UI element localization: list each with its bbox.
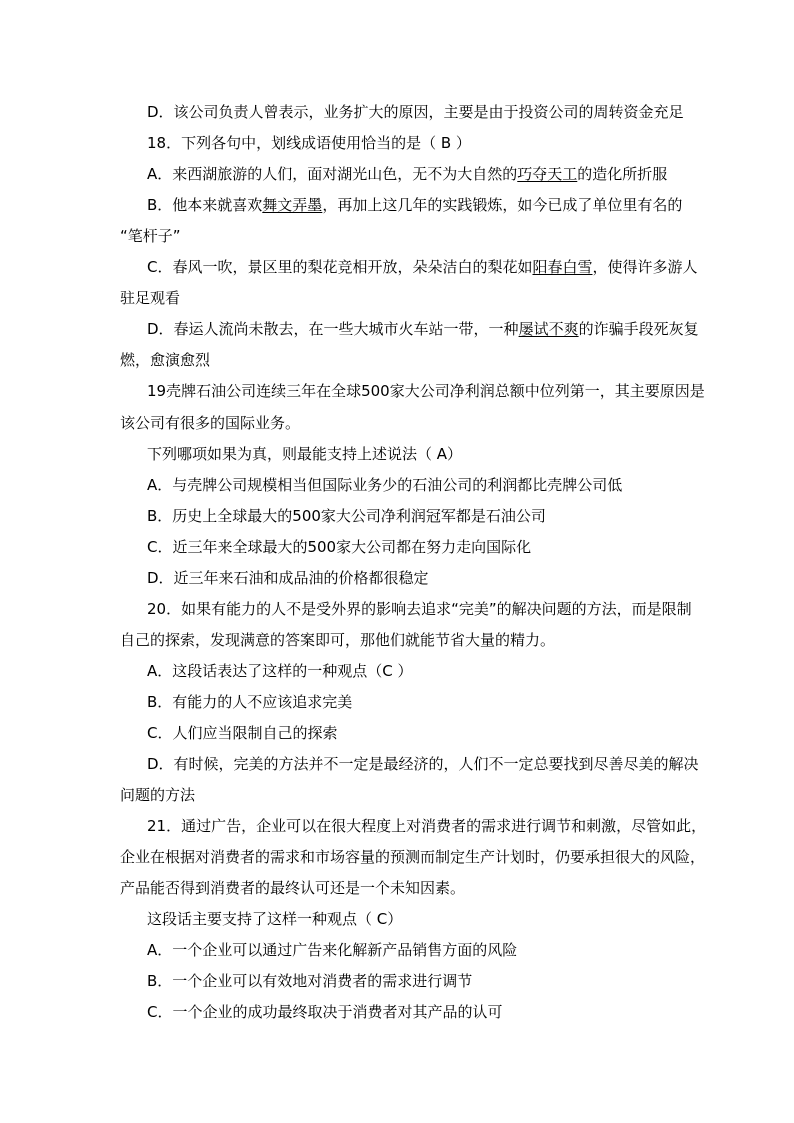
text-line: 20．如果有能力的人不是受外界的影响去追求“完美”的解决问题的方法，而是限制 (147, 599, 692, 618)
underlined-idiom: 巧夺天工 (517, 165, 578, 184)
text-line: A．这段话表达了这样的一种观点（C ） (147, 661, 413, 680)
text-line: 这段话主要支持了这样一种观点（ C） (147, 910, 403, 929)
text-line (147, 319, 699, 339)
text-line: D．近三年来石油和成品油的价格都很稳定 (147, 568, 429, 587)
text-line (147, 257, 698, 277)
text-segment: C．春风一吹，景区里的梨花竞相开放，朵朵洁白的梨花如 (147, 258, 533, 277)
text-segment: A．来西湖旅游的人们，面对湖光山色，无不为大自然的 (147, 165, 518, 184)
text-line: C．一个企业的成功最终取决于消费者对其产品的认可 (147, 1003, 503, 1022)
text-line: B．一个企业可以有效地对消费者的需求进行调节 (147, 972, 473, 991)
text-line: 产品能否得到消费者的最终认可还是一个未知因素。 (120, 879, 466, 898)
text-line: 下列哪项如果为真，则最能支持上述说法（ A） (147, 444, 463, 463)
text-line: 该公司有很多的国际业务。 (120, 413, 301, 432)
text-line: 自己的探索，发现满意的答案即可，那他们就能节省大量的精力。 (120, 630, 556, 649)
text-segment: D．春运人流尚未散去，在一些大城市火车站一带，一种 (147, 320, 519, 339)
text-line (147, 164, 667, 184)
text-segment: 的造化所折服 (577, 165, 668, 184)
text-line: 21．通过广告，企业可以在很大程度上对消费者的需求进行调节和刺激，尽管如此， (147, 817, 707, 836)
text-line: C．人们应当限制自己的探索 (147, 724, 338, 742)
text-line: B．有能力的人不应该追求完美 (147, 692, 353, 711)
text-segment: B．他本来就喜欢 (147, 196, 263, 215)
text-segment: 的诈骗手段死灰复 (578, 320, 699, 339)
text-line: A．一个企业可以通过广告来化解新产品销售方面的风险 (147, 941, 518, 960)
text-line: D．有时候，完美的方法并不一定是最经济的，人们不一定总要找到尽善尽美的解决 (147, 755, 699, 774)
text-line: C．近三年来全球最大的500家大公司都在努力走向国际化 (147, 537, 532, 556)
text-line: A．与壳牌公司规模相当但国际业务少的石油公司的利润都比壳牌公司低 (147, 475, 623, 494)
underlined-idiom: 舞文弄墨 (262, 196, 323, 215)
text-line: 19壳牌石油公司连续三年在全球500家大公司净利润总额中位列第一，其主要原因是 (147, 382, 705, 401)
text-line: 18．下列各句中，划线成语使用恰当的是（ B ） (147, 134, 471, 153)
text-segment: ，使得许多游人 (592, 258, 698, 277)
text-line: 驻足观看 (120, 289, 181, 308)
text-line: 问题的方法 (120, 786, 196, 805)
text-line: “笔杆子” (120, 227, 181, 246)
text-line: D．该公司负责人曾表示，业务扩大的原因，主要是由于投资公司的周转资金充足 (147, 103, 684, 121)
text-line: 燃，愈演愈烈 (120, 351, 211, 370)
underlined-idiom: 屡试不爽 (518, 320, 579, 339)
text-line: 企业在根据对消费者的需求和市场容量的预测而制定生产计划时，仍要承担很大的风险， (120, 848, 706, 867)
text-segment: ，再加上这几年的实践锻炼，如今已成了单位里有名的 (322, 196, 683, 215)
text-line (147, 195, 682, 215)
underlined-idiom: 阳春白雪 (532, 258, 593, 277)
text-line: B．历史上全球最大的500家大公司净利润冠军都是石油公司 (147, 506, 546, 525)
